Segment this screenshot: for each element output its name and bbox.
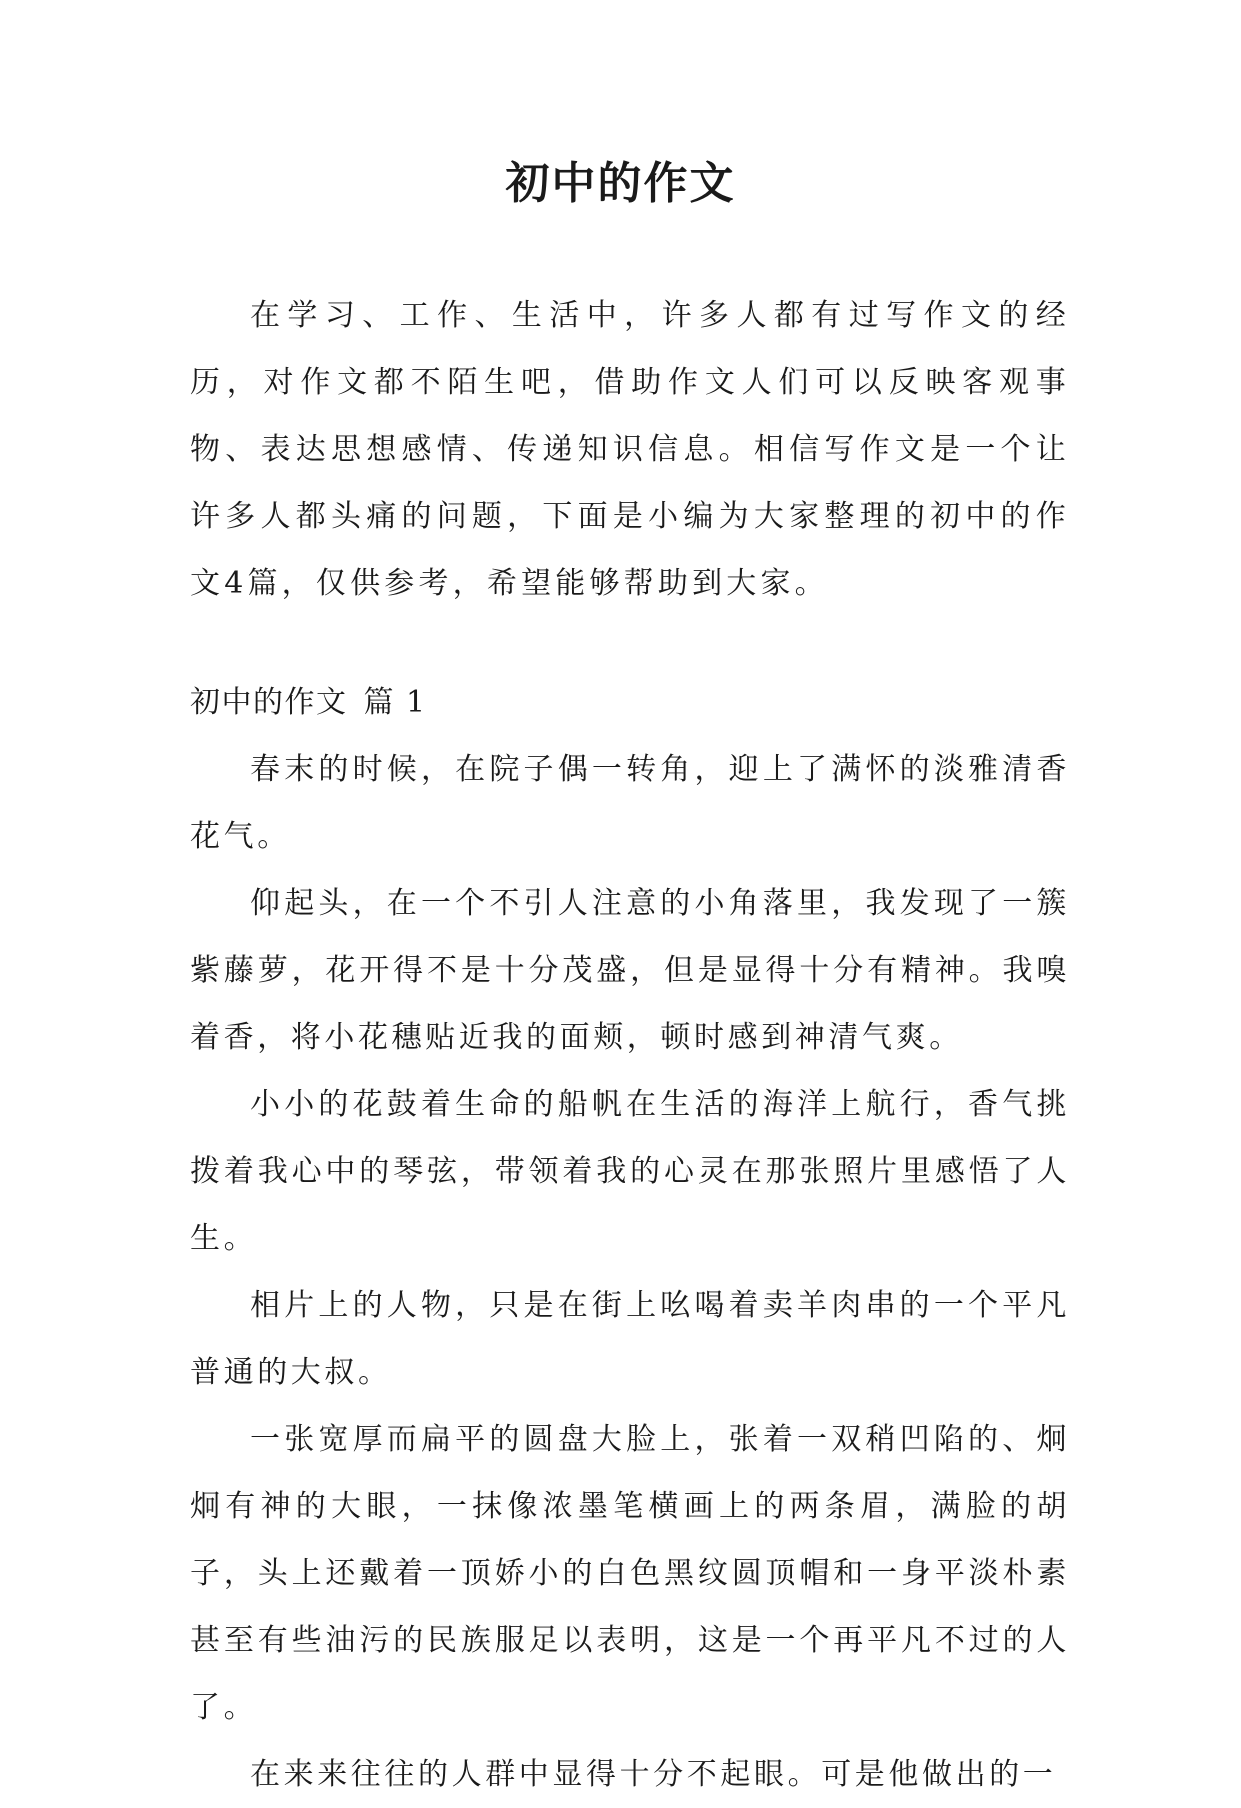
body-paragraph: 在来来往往的人群中显得十分不起眼。可是他做出的一: [250, 1757, 1057, 1792]
body-paragraph: 春末的时候，在院子偶一转角，迎上了满怀的淡雅清香花气。: [190, 752, 1070, 854]
document-body: [190, 282, 1070, 1808]
section-heading-name: 初中的作文: [190, 685, 348, 720]
section-heading: [190, 669, 1070, 736]
section-heading-label: 篇 1: [363, 685, 427, 720]
body-paragraph: 一张宽厚而扁平的圆盘大脸上，张着一双稍凹陷的、炯炯有神的大眼，一抹像浓墨笔横画上的两条眉，满脸的胡子，头上还戴着一顶娇小的白色黑纹圆顶帽和一身平淡朴素甚至有些油污的民族服足以表明，这是一个再平凡不过的人了。: [190, 1422, 1070, 1725]
document-title: 初中的作文: [505, 158, 736, 209]
body-paragraph: 相片上的人物，只是在街上吆喝着卖羊肉串的一个平凡普通的大叔。: [190, 1288, 1070, 1390]
body-paragraph: 仰起头，在一个不引人注意的小角落里，我发现了一簇紫藤萝，花开得不是十分茂盛，但是显得十分有精神。我嗅着香，将小花穗贴近我的面颊，顿时感到神清气爽。: [190, 886, 1070, 1055]
intro-paragraph: 在学习、工作、生活中，许多人都有过写作文的经历，对作文都不陌生吧，借助作文人们可以反映客观事物、表达思想感情、传递知识信息。相信写作文是一个让许多人都头痛的问题，下面是小编为大家整理的初中的作文4篇，仅供参考，希望能够帮助到大家。: [190, 298, 1070, 601]
body-paragraph: 小小的花鼓着生命的船帆在生活的海洋上航行，香气挑拨着我心中的琴弦，带领着我的心灵在那张照片里感悟了人生。: [190, 1087, 1070, 1256]
